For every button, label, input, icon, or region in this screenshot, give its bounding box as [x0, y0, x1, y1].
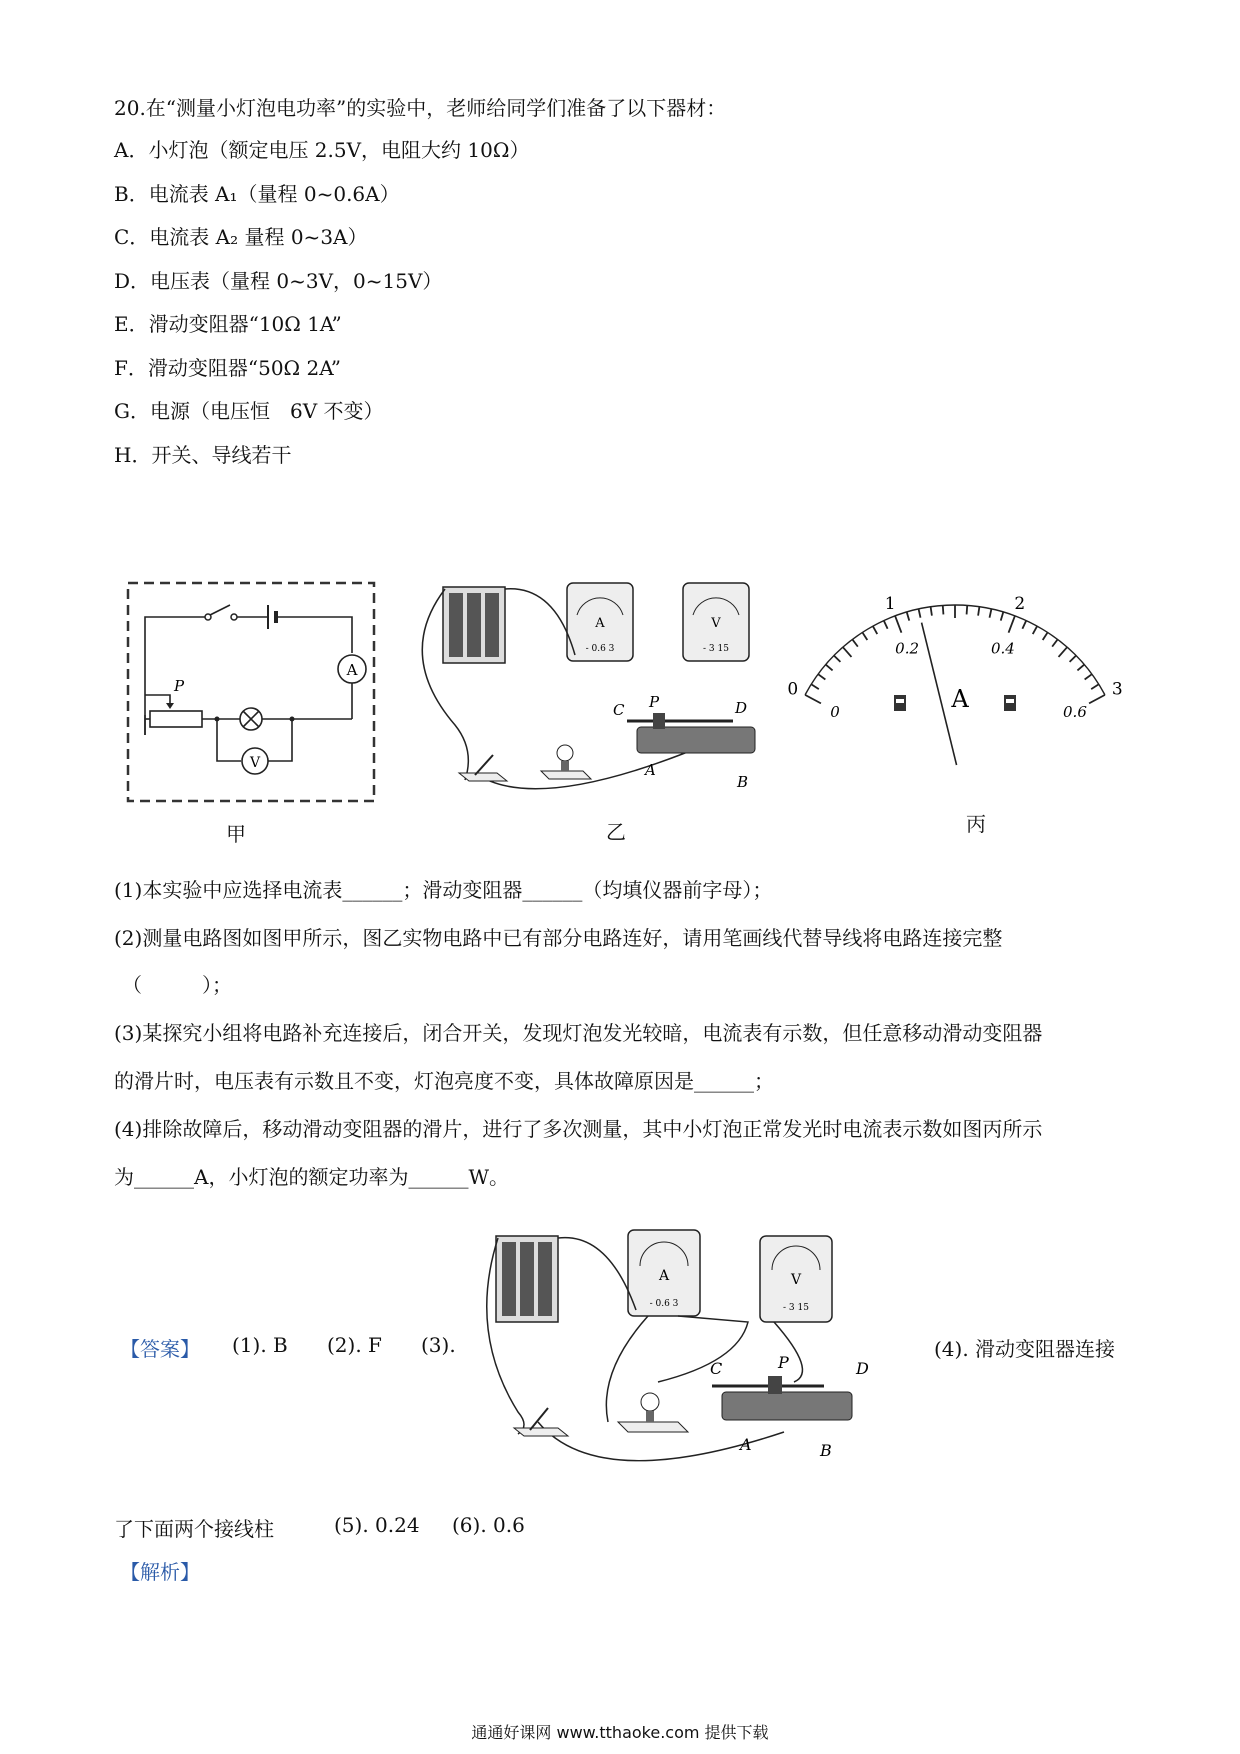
answer-part-4: (4). 滑动变阻器连接 — [934, 1337, 1116, 1361]
answer-part-6: (6). 0.6 — [452, 1513, 525, 1537]
answer-voltmeter-label: V — [790, 1272, 802, 1288]
dial-inner-tick-1: 0.2 — [895, 639, 920, 658]
dial-tick — [1089, 695, 1105, 703]
dial-arc — [805, 605, 1105, 695]
answer-part-3: (3). — [421, 1333, 456, 1357]
jia-ammeter-label: A — [346, 661, 358, 679]
footer: 通通好课网 www.tthaoke.com 提供下载 — [471, 1723, 769, 1742]
dial-tick — [884, 621, 888, 629]
jia-voltmeter-label: V — [249, 755, 261, 771]
yi-label-p: P — [649, 693, 660, 711]
answer-part-2: (2). F — [327, 1333, 382, 1357]
dial-tick — [826, 665, 833, 671]
question-stem: 20.在“测量小灯泡电功率”的实验中，老师给同学们准备了以下器材： — [114, 96, 727, 120]
item-e: E．滑动变阻器“10Ω 1A” — [114, 312, 342, 336]
item-a: A．小灯泡（额定电压 2.5V，电阻大约 10Ω） — [114, 138, 530, 162]
item-h: H．开关、导线若干 — [114, 443, 292, 467]
item-g: G．电源（电压恒 6V 不变） — [114, 399, 384, 423]
yi-voltmeter-label: V — [711, 616, 721, 631]
dial-unit: A — [951, 685, 969, 713]
answer-part-1: (1). B — [232, 1333, 288, 1357]
dial-inner-tick-3: 0.6 — [1063, 702, 1087, 721]
dial-outer-tick-2: 2 — [1014, 593, 1026, 614]
dial-tick — [818, 674, 825, 679]
dial-terminal-left — [894, 695, 906, 711]
figure-jia — [120, 575, 380, 810]
analysis-tag: 【解析】 — [120, 1560, 200, 1584]
item-d: D．电压表（量程 0~3V，0~15V） — [114, 269, 443, 293]
dial-tick — [811, 684, 819, 689]
caption-jia: 甲 — [226, 822, 246, 846]
dial-tick — [967, 605, 968, 614]
yi-label-d: D — [735, 699, 748, 717]
dial-tick — [862, 632, 867, 640]
answer-ammeter-scale: - 0.6 3 — [649, 1299, 679, 1309]
yi-voltmeter-scale: - 3 15 — [703, 644, 729, 654]
dial-tick — [1091, 684, 1099, 689]
answer-continued: 了下面两个接线柱 — [114, 1517, 274, 1541]
caption-yi: 乙 — [606, 820, 626, 844]
subq-4: (4)排除故障后，移动滑动变阻器的滑片，进行了多次测量，其中小灯泡正常发光时电流表示数如图丙所示 — [114, 1117, 1043, 1141]
dial-tick — [978, 607, 979, 616]
subq-2-blank: （ ）； — [122, 973, 232, 997]
yi-label-c: C — [613, 701, 625, 719]
dial-outer-tick-1: 1 — [884, 593, 896, 614]
item-f: F．滑动变阻器“50Ω 2A” — [114, 356, 341, 380]
yi-ammeter-scale: - 0.6 3 — [585, 644, 615, 654]
subq-1: (1)本实验中应选择电流表______；滑动变阻器______（均填仪器前字母）； — [114, 878, 773, 902]
subq-4-cont: 为______A，小灯泡的额定功率为______W。 — [114, 1165, 509, 1189]
figure-bing — [787, 575, 1123, 765]
answer-figure — [478, 1222, 888, 1470]
answer-label-c: C — [710, 1359, 723, 1378]
dial-tick — [931, 607, 932, 616]
answer-voltmeter-scale: - 3 15 — [783, 1303, 809, 1313]
subq-2: (2)测量电路图如图甲所示，图乙实物电路中已有部分电路连好，请用笔画线代替导线将电路连接完整 — [114, 926, 1003, 950]
dial-tick — [895, 616, 901, 633]
dial-tick — [1070, 656, 1076, 662]
yi-ammeter-label: A — [595, 616, 605, 631]
dial-outer-tick-3: 3 — [1111, 679, 1123, 700]
dial-tick — [907, 612, 910, 621]
dial-tick — [1009, 616, 1015, 633]
dial-tick — [1052, 639, 1057, 646]
dial-tick — [834, 656, 840, 662]
dial-inner-tick-2: 0.4 — [990, 639, 1015, 658]
dial-tick — [1077, 665, 1084, 671]
dial-tick — [843, 647, 852, 657]
answer-label-a: A — [740, 1435, 752, 1454]
dial-inner-tick-0: 0 — [830, 702, 840, 721]
dial-outer-tick-0: 0 — [787, 679, 799, 700]
dial-terminal-right — [1004, 695, 1016, 711]
figure-yi — [415, 575, 795, 815]
dial-tick — [990, 609, 992, 618]
dial-tick — [1059, 647, 1068, 657]
dial-tick — [943, 605, 944, 614]
dial-tick — [805, 695, 821, 703]
item-c: C．电流表 A₂ 量程 0~3A） — [114, 225, 368, 249]
answer-label-d: D — [856, 1359, 869, 1378]
dial-tick — [1085, 674, 1092, 679]
answer-part-5: (5). 0.24 — [334, 1513, 420, 1537]
item-b: B．电流表 A₁（量程 0~0.6A） — [114, 182, 400, 206]
dial-tick — [1022, 621, 1026, 629]
subq-3: (3)某探究小组将电路补充连接后，闭合开关，发现灯泡发光较暗，电流表有示数，但任意移动滑动变阻器 — [114, 1021, 1043, 1045]
dial-tick — [852, 639, 857, 646]
caption-bing: 丙 — [966, 812, 986, 836]
answer-label-p: P — [778, 1353, 789, 1372]
dial-tick — [1001, 612, 1004, 621]
yi-label-b: B — [737, 773, 749, 791]
answer-ammeter-label: A — [658, 1268, 670, 1284]
subq-3-cont: 的滑片时，电压表有示数且不变，灯泡亮度不变，具体故障原因是______； — [114, 1069, 774, 1093]
yi-label-a: A — [645, 761, 656, 779]
dial-tick — [873, 626, 877, 634]
answer-label-b: B — [820, 1441, 832, 1460]
jia-slider-label: P — [174, 677, 185, 695]
dial-tick — [1043, 632, 1048, 640]
dial-tick — [919, 609, 921, 618]
answer-tag: 【答案】 — [120, 1337, 200, 1361]
dial-tick — [1033, 626, 1037, 634]
